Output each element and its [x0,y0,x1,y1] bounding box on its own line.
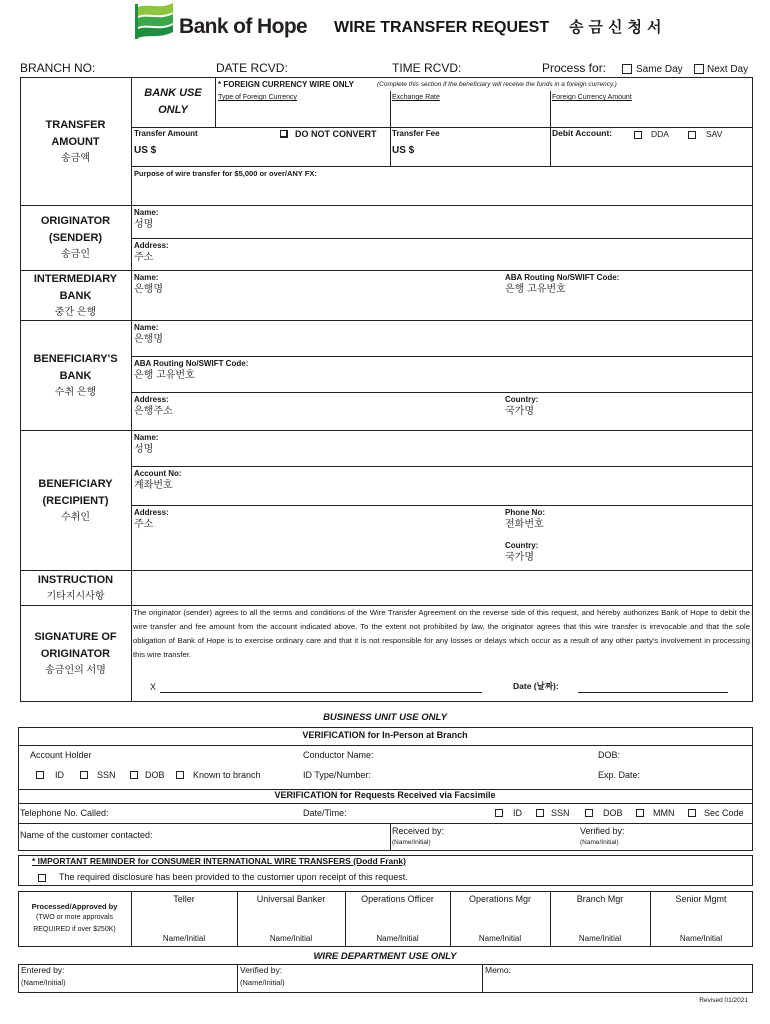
verified-by-sublabel: (Name/Initial) [580,839,619,846]
checkbox-label: Known to branch [193,770,261,780]
checkbox-label: SSN [97,770,116,780]
field-label-korean: 계좌번호 [134,480,173,491]
bank-name: Bank of Hope [179,15,308,38]
in-person-ssn-checkbox[interactable] [80,771,88,779]
field-sublabel: (Name/Initial) [21,978,66,987]
field-label: Country: [505,541,539,550]
in-person-dob-checkbox[interactable] [130,771,138,779]
foreign-currency-header: * FOREIGN CURRENCY WIRE ONLY [218,80,355,89]
field-label: Name: [134,433,159,442]
bank-use-label: BANK USE [144,87,202,99]
divider [18,823,753,824]
approval-column-header: Universal Banker [256,894,326,904]
same-day-checkbox[interactable] [622,64,632,74]
beneficiary-name-field[interactable] [131,430,752,466]
beneficiary-phone-field[interactable] [505,505,752,538]
checkbox-label: SSN [551,808,570,818]
section-label-korean: 송금인의 서명 [45,664,106,676]
bank-use-only-box [131,77,215,127]
approval-column-sub: Name/Initial [162,934,206,943]
originator-section-label [20,205,131,270]
approval-branch-mgr-field[interactable] [550,891,650,947]
time-rcvd-label: TIME RCVD: [392,61,462,75]
field-label-korean: 성명 [134,444,154,455]
section-label: SIGNATURE OF [34,630,117,643]
next-day-label: Next Day [707,64,749,75]
checkbox-label: MMN [653,808,675,818]
section-label-korean: 송금액 [61,152,90,164]
entered-by-field[interactable] [18,964,237,993]
field-label-korean: 국가명 [505,406,534,417]
intermediary-name-field[interactable] [131,270,505,320]
field-label-korean: 은행명 [134,334,163,345]
signature-x-mark: X [150,682,157,692]
exchange-rate-field[interactable] [390,91,550,127]
dob-label[interactable]: DOB: [598,750,621,760]
debit-account-field[interactable] [550,127,752,166]
field-label: Exchange Rate [392,94,440,101]
section-label: (SENDER) [48,232,103,244]
section-label-korean: 송금인 [61,249,90,260]
process-for-label: Process for: [542,61,607,75]
field-label: Name: [134,323,159,332]
field-sublabel: (Name/Initial) [240,978,285,987]
section-label: (RECIPIENT) [42,494,109,507]
received-by-sublabel: (Name/Initial) [392,839,431,846]
currency-label: US $ [134,145,157,156]
date-label: Date (날짜): [513,681,559,691]
field-label: Address: [134,241,169,250]
reminder-title: * IMPORTANT REMINDER for CONSUMER INTERNATIONAL WIRE TRANSFERS (Dodd Frank) [32,856,406,866]
revision-note: Revised 01/2021 [699,997,748,1004]
approval-column-sub: Name/Initial [679,934,723,943]
section-label: ORIGINATOR [40,647,111,660]
approval-column-sub: Name/Initial [376,934,419,943]
originator-name-field[interactable] [131,205,752,238]
beneficiary-account-field[interactable] [131,466,752,505]
memo-field[interactable] [482,964,752,993]
field-label: Transfer Fee [392,129,440,138]
checkbox-label: Sec Code [704,808,744,818]
approval-operations-officer-field[interactable] [345,891,450,947]
field-label-korean: 국가명 [505,552,534,563]
field-label: Type of Foreign Currency [218,94,297,101]
field-label: Country: [505,395,539,404]
checkbox-label: ID [513,808,522,818]
telephone-called-label[interactable]: Telephone No. Called: [20,808,109,818]
field-label-korean: 성명 [134,219,154,230]
foreign-currency-amount-field[interactable] [550,91,752,127]
approval-senior-mgmt-field[interactable] [650,891,752,947]
signature-line[interactable] [160,692,482,693]
beneficiary-country-field[interactable] [505,538,752,570]
field-label: Name: [134,208,159,217]
in-person-id-checkbox[interactable] [36,771,44,779]
do-not-convert-checkbox[interactable] [280,130,288,138]
section-label: BENEFICIARY'S [33,352,118,365]
customer-contacted-label[interactable]: Name of the customer contacted: [20,830,153,840]
field-label: Verified by: [240,965,283,975]
field-label-korean: 전화번호 [505,519,544,530]
processed-approved-label: Processed/Approved by [31,902,118,911]
approval-universal-banker-field[interactable] [237,891,345,947]
verified-by-label[interactable]: Verified by: [580,826,625,836]
divider [18,745,753,746]
field-label-korean: 주소 [134,519,154,530]
approval-column-sub: Name/Initial [478,934,522,943]
fax-id-checkbox[interactable] [495,809,503,817]
beneficiary-section-label [20,430,131,570]
field-label: Debit Account: [552,128,613,138]
checkbox-label: DOB [145,770,165,780]
section-label: INTERMEDIARY [33,272,118,285]
wire-department-title: WIRE DEPARTMENT USE ONLY [313,951,457,962]
date-time-label[interactable]: Date/Time: [303,808,347,818]
beneficiary-bank-routing-field[interactable] [131,356,752,392]
page-title-korean: 송금신청서 [569,19,667,36]
field-label-korean: 은행 고유번호 [134,370,195,381]
wire-verified-by-field[interactable] [237,964,482,993]
field-label-korean: 은행 고유번호 [505,284,566,295]
section-label: TRANSFER [45,118,106,131]
section-label-korean: 수취 은행 [54,386,97,398]
instruction-section-label [20,570,131,605]
date-line[interactable] [578,692,728,693]
approval-column-header: Operations Mgr [468,894,532,904]
section-label: INSTRUCTION [37,573,114,586]
field-label: Address: [134,395,169,404]
fax-sec-code-checkbox[interactable] [688,809,696,817]
next-day-checkbox[interactable] [694,64,704,74]
currency-label: US $ [392,145,415,156]
received-by-label[interactable]: Received by: [392,826,445,836]
field-label: Entered by: [21,965,65,975]
beneficiary-bank-address-field[interactable] [131,392,505,430]
originator-address-field[interactable] [131,238,752,270]
foreign-currency-note: (Complete this section if the beneficiary will receive the funds in a foreign currency.) [377,81,617,88]
beneficiary-bank-name-field[interactable] [131,320,752,356]
checkbox-label: DOB [603,808,623,818]
approval-operations-mgr-field[interactable] [450,891,550,947]
fax-ssn-checkbox[interactable] [536,809,544,817]
field-label: Memo: [485,965,511,975]
approvals-note: (TWO or more approvals [35,914,114,921]
approval-column-header: Branch Mgr [576,894,624,904]
sav-checkbox[interactable] [688,131,696,139]
beneficiary-bank-country-field[interactable] [505,392,752,430]
sav-label: SAV [706,129,723,139]
section-label: BANK [59,289,92,302]
exp-date-label[interactable]: Exp. Date: [598,770,641,780]
fax-dob-checkbox[interactable] [585,809,593,817]
in-person-verification-title: VERIFICATION for In-Person at Branch [302,730,468,740]
instruction-field[interactable] [131,570,752,605]
intermediary-routing-field[interactable] [505,270,752,320]
disclosure-checkbox[interactable] [38,874,46,882]
dda-label: DDA [651,129,669,139]
id-type-number-label[interactable]: ID Type/Number: [303,770,371,780]
foreign-currency-type-field[interactable] [215,91,390,127]
divider [390,823,391,850]
agreement-text: The originator (sender) agrees to all the terms and conditions of the Wire Transfer Agreement on the reverse side of this request, and hereby authorizes Bank of Hope to debit the wire transfer and fee amount from the account indicated above. To the extent not prohibited by law, the originator agrees that this wire transfer is irrevocable and that the sole obligation of Bank of Hope is to exercise ordinary care and that it is not responsible for any losses or delays which occur as a result of any other party's involvement in processing this wire transfer. [133,608,750,659]
disclosure-text: The required disclosure has been provided to the customer upon receipt of this request. [59,872,408,882]
approval-column-sub: Name/Initial [269,934,313,943]
facsimile-verification-title: VERIFICATION for Requests Received via Facsimile [274,790,496,800]
signature-section-label [20,605,131,701]
beneficiary-bank-section-label [20,320,131,430]
field-label: Foreign Currency Amount [552,94,632,101]
transfer-amount-section-label [20,77,131,205]
section-label-korean: 기타지시사항 [46,590,105,602]
section-label: BANK [59,369,92,382]
field-label-korean: 은행주소 [134,406,173,417]
known-to-branch-checkbox[interactable] [176,771,184,779]
bank-of-hope-logo-icon [133,1,175,41]
fax-mmn-checkbox[interactable] [636,809,644,817]
business-unit-title: BUSINESS UNIT USE ONLY [323,712,447,723]
bank-use-label: ONLY [158,104,188,116]
intermediary-section-label [20,270,131,320]
field-label: Address: [134,508,169,517]
section-label-korean: 중간 은행 [54,306,97,318]
field-label-korean: 은행명 [134,284,163,295]
approvals-note: REQUIRED if over $250K) [33,926,116,933]
account-holder-label: Account Holder [30,750,92,760]
field-label: Account No: [134,469,182,478]
page-title: WIRE TRANSFER REQUEST [334,19,550,36]
field-label: Transfer Amount [134,129,198,138]
approval-teller-field[interactable] [131,891,237,947]
approval-column-header: Senior Mgmt [675,894,727,904]
section-label-korean: 수취인 [61,511,90,523]
section-label: ORIGINATOR [40,215,111,227]
approval-column-sub: Name/Initial [578,934,622,943]
branch-no-label: BRANCH NO: [20,61,96,75]
section-label: BENEFICIARY [38,477,113,490]
transfer-fee-field[interactable] [390,127,550,166]
same-day-label: Same Day [636,64,683,75]
purpose-field[interactable] [131,166,752,205]
dda-checkbox[interactable] [634,131,642,139]
approval-column-header: Operations Officer [361,894,434,904]
divider [18,803,753,804]
field-label: ABA Routing No/SWIFT Code: [505,273,620,282]
conductor-name-label[interactable]: Conductor Name: [303,750,374,760]
checkbox-label: ID [55,770,64,780]
field-label: ABA Routing No/SWIFT Code: [134,359,249,368]
field-label-korean: 주소 [134,252,154,263]
date-rcvd-label: DATE RCVD: [216,61,288,75]
field-label: Name: [134,273,159,282]
beneficiary-address-field[interactable] [131,505,505,570]
field-label: Purpose of wire transfer for $5,000 or over/ANY FX: [134,169,317,178]
approval-column-header: Teller [173,894,195,904]
do-not-convert-label: DO NOT CONVERT [295,129,377,139]
section-label: AMOUNT [51,135,100,148]
field-label: Phone No: [505,508,545,517]
transfer-amount-field[interactable] [131,127,390,166]
